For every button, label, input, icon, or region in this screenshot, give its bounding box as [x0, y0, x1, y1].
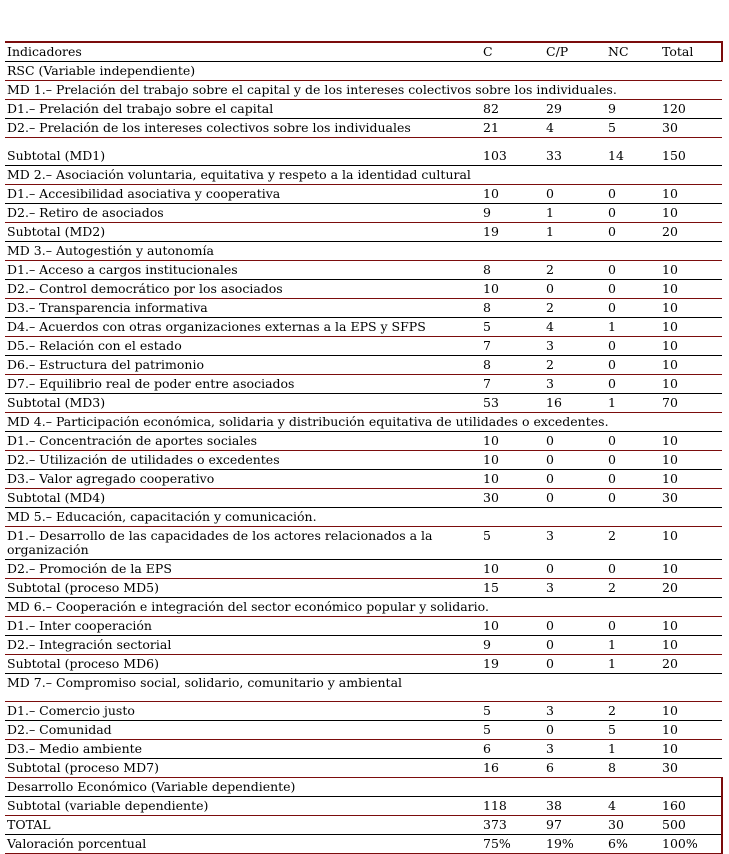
value-cell: 15: [477, 578, 540, 597]
section-row: [5, 508, 722, 527]
table-row: [5, 100, 722, 119]
value-cell: 10: [656, 261, 722, 280]
value-cell: 10: [656, 185, 722, 204]
value-cell: 82: [477, 100, 540, 119]
value-cell: 10: [477, 616, 540, 635]
value-cell: 0: [602, 356, 656, 375]
value-cell: 5: [477, 527, 540, 560]
value-cell: 0: [540, 451, 602, 470]
value-cell: 0: [602, 204, 656, 223]
table-row: [5, 185, 722, 204]
value-cell: 10: [656, 280, 722, 299]
value-cell: 120: [656, 100, 722, 119]
value-cell: 97: [540, 816, 602, 835]
value-cell: 3: [540, 337, 602, 356]
value-cell: 1: [602, 740, 656, 759]
value-cell: 150: [656, 138, 722, 166]
table-body: [5, 62, 722, 854]
value-cell: 9: [602, 100, 656, 119]
column-header-cp: C/P: [540, 42, 602, 62]
indicator-cell: D2.– Control democrático por los asociados: [5, 280, 477, 299]
table-row: [5, 299, 722, 318]
value-cell: 0: [602, 432, 656, 451]
section-row: [5, 597, 722, 616]
value-cell: 160: [656, 797, 722, 816]
table-row: [5, 337, 722, 356]
value-cell: 5: [477, 721, 540, 740]
section-label: MD 1.– Prelación del trabajo sobre el capital y de los intereses colectivos sobre los individuales.: [5, 81, 722, 100]
table-row: [5, 654, 722, 673]
value-cell: 75%: [477, 835, 540, 854]
table-row: [5, 527, 722, 560]
value-cell: 2: [540, 261, 602, 280]
column-header-nc: NC: [602, 42, 656, 62]
value-cell: 6: [477, 740, 540, 759]
section-row: [5, 673, 722, 702]
value-cell: 10: [477, 432, 540, 451]
indicator-cell: D1.– Inter cooperación: [5, 616, 477, 635]
indicator-cell: Subtotal (MD2): [5, 223, 477, 242]
table-row: [5, 740, 722, 759]
indicator-cell: D4.– Acuerdos con otras organizaciones externas a la EPS y SFPS: [5, 318, 477, 337]
value-cell: 8: [602, 759, 656, 778]
indicator-cell: D2.– Prelación de los intereses colectivos sobre los individuales: [5, 119, 477, 138]
value-cell: 0: [602, 559, 656, 578]
value-cell: 1: [602, 654, 656, 673]
value-cell: 0: [602, 451, 656, 470]
value-cell: 6: [540, 759, 602, 778]
value-cell: 20: [656, 223, 722, 242]
value-cell: 33: [540, 138, 602, 166]
value-cell: 19: [477, 223, 540, 242]
value-cell: 2: [540, 356, 602, 375]
column-header-indicadores: Indicadores: [5, 42, 477, 62]
value-cell: 1: [602, 394, 656, 413]
indicator-cell: Subtotal (variable dependiente): [5, 797, 477, 816]
indicator-cell: D1.– Accesibilidad asociativa y cooperativa: [5, 185, 477, 204]
value-cell: 8: [477, 299, 540, 318]
value-cell: 4: [540, 119, 602, 138]
section-label: MD 7.– Compromiso social, solidario, comunitario y ambiental: [5, 673, 722, 702]
value-cell: 0: [602, 261, 656, 280]
value-cell: 2: [602, 702, 656, 721]
section-row: [5, 242, 722, 261]
table-row: [5, 261, 722, 280]
value-cell: 29: [540, 100, 602, 119]
value-cell: 10: [656, 375, 722, 394]
indicator-cell: Subtotal (MD3): [5, 394, 477, 413]
value-cell: 3: [540, 740, 602, 759]
value-cell: 3: [540, 702, 602, 721]
value-cell: 118: [477, 797, 540, 816]
value-cell: 10: [656, 432, 722, 451]
indicator-cell: D1.– Prelación del trabajo sobre el capital: [5, 100, 477, 119]
value-cell: 0: [540, 280, 602, 299]
table-row: [5, 797, 722, 816]
value-cell: 0: [602, 299, 656, 318]
value-cell: 0: [602, 280, 656, 299]
value-cell: 10: [477, 185, 540, 204]
value-cell: 19%: [540, 835, 602, 854]
table-row: [5, 702, 722, 721]
table-row: [5, 816, 722, 835]
table-row: [5, 721, 722, 740]
value-cell: 5: [602, 119, 656, 138]
value-cell: 10: [656, 616, 722, 635]
value-cell: 19: [477, 654, 540, 673]
value-cell: 2: [540, 299, 602, 318]
value-cell: 30: [656, 489, 722, 508]
value-cell: 3: [540, 375, 602, 394]
value-cell: 10: [656, 559, 722, 578]
table-row: [5, 138, 722, 166]
value-cell: 2: [602, 527, 656, 560]
table-row: [5, 394, 722, 413]
value-cell: 8: [477, 356, 540, 375]
value-cell: 1: [540, 223, 602, 242]
value-cell: 0: [540, 489, 602, 508]
indicator-cell: D2.– Comunidad: [5, 721, 477, 740]
indicator-cell: Subtotal (proceso MD5): [5, 578, 477, 597]
table-row: [5, 432, 722, 451]
section-label: RSC (Variable independiente): [5, 62, 722, 81]
indicator-cell: D2.– Integración sectorial: [5, 635, 477, 654]
value-cell: 0: [540, 470, 602, 489]
value-cell: 21: [477, 119, 540, 138]
indicator-cell: D6.– Estructura del patrimonio: [5, 356, 477, 375]
table-row: [5, 559, 722, 578]
value-cell: 4: [540, 318, 602, 337]
section-label: MD 5.– Educación, capacitación y comunicación.: [5, 508, 722, 527]
value-cell: 10: [477, 470, 540, 489]
indicator-cell: Subtotal (MD4): [5, 489, 477, 508]
indicator-cell: Valoración porcentual: [5, 835, 477, 854]
table-row: [5, 318, 722, 337]
indicator-cell: Subtotal (proceso MD7): [5, 759, 477, 778]
value-cell: 10: [656, 337, 722, 356]
value-cell: 20: [656, 654, 722, 673]
section-row: [5, 778, 722, 797]
value-cell: 1: [602, 318, 656, 337]
section-label: MD 3.– Autogestión y autonomía: [5, 242, 722, 261]
indicator-cell: D3.– Valor agregado cooperativo: [5, 470, 477, 489]
value-cell: 373: [477, 816, 540, 835]
indicator-cell: D2.– Retiro de asociados: [5, 204, 477, 223]
value-cell: 53: [477, 394, 540, 413]
table-row: [5, 356, 722, 375]
value-cell: 20: [656, 578, 722, 597]
value-cell: 10: [656, 451, 722, 470]
value-cell: 0: [540, 654, 602, 673]
value-cell: 0: [602, 375, 656, 394]
value-cell: 0: [540, 185, 602, 204]
value-cell: 0: [602, 223, 656, 242]
section-label: MD 4.– Participación económica, solidaria y distribución equitativa de utilidades o excedentes.: [5, 413, 722, 432]
value-cell: 10: [656, 740, 722, 759]
table-row: [5, 835, 722, 854]
value-cell: 10: [477, 280, 540, 299]
value-cell: 10: [656, 527, 722, 560]
value-cell: 9: [477, 635, 540, 654]
value-cell: 6%: [602, 835, 656, 854]
value-cell: 16: [477, 759, 540, 778]
section-label: Desarrollo Económico (Variable dependiente): [5, 778, 722, 797]
value-cell: 0: [602, 337, 656, 356]
value-cell: 7: [477, 337, 540, 356]
section-row: [5, 166, 722, 185]
value-cell: 1: [540, 204, 602, 223]
indicator-cell: D7.– Equilibrio real de poder entre asociados: [5, 375, 477, 394]
value-cell: 0: [540, 721, 602, 740]
value-cell: 10: [656, 356, 722, 375]
indicator-cell: D2.– Utilización de utilidades o excedentes: [5, 451, 477, 470]
indicator-cell: D2.– Promoción de la EPS: [5, 559, 477, 578]
value-cell: 0: [602, 470, 656, 489]
table-row: [5, 204, 722, 223]
column-header-c: C: [477, 42, 540, 62]
value-cell: 30: [656, 119, 722, 138]
table-row: [5, 635, 722, 654]
value-cell: 10: [656, 204, 722, 223]
value-cell: 38: [540, 797, 602, 816]
section-row: [5, 62, 722, 81]
table-row: [5, 489, 722, 508]
value-cell: 103: [477, 138, 540, 166]
value-cell: 500: [656, 816, 722, 835]
value-cell: 7: [477, 375, 540, 394]
table-row: [5, 280, 722, 299]
value-cell: 10: [656, 470, 722, 489]
value-cell: 0: [540, 432, 602, 451]
value-cell: 10: [477, 559, 540, 578]
value-cell: 9: [477, 204, 540, 223]
indicator-cell: D3.– Medio ambiente: [5, 740, 477, 759]
value-cell: 16: [540, 394, 602, 413]
section-label: MD 6.– Cooperación e integración del sector económico popular y solidario.: [5, 597, 722, 616]
section-label: MD 2.– Asociación voluntaria, equitativa y respeto a la identidad cultural: [5, 166, 722, 185]
value-cell: 30: [602, 816, 656, 835]
value-cell: 5: [477, 702, 540, 721]
value-cell: 5: [602, 721, 656, 740]
indicator-cell: D1.– Concentración de aportes sociales: [5, 432, 477, 451]
header-row: [5, 42, 722, 62]
table-row: [5, 451, 722, 470]
table-row: [5, 375, 722, 394]
table-row: [5, 119, 722, 138]
column-header-total: Total: [656, 42, 722, 62]
indicator-cell: D1.– Comercio justo: [5, 702, 477, 721]
indicators-table: [5, 41, 723, 854]
indicator-cell: D3.– Transparencia informativa: [5, 299, 477, 318]
value-cell: 100%: [656, 835, 722, 854]
table-row: [5, 616, 722, 635]
value-cell: 70: [656, 394, 722, 413]
value-cell: 10: [656, 635, 722, 654]
table-row: [5, 223, 722, 242]
table-row: [5, 759, 722, 778]
value-cell: 30: [477, 489, 540, 508]
value-cell: 3: [540, 578, 602, 597]
value-cell: 10: [656, 702, 722, 721]
value-cell: 2: [602, 578, 656, 597]
value-cell: 0: [602, 185, 656, 204]
indicator-cell: D1.– Acceso a cargos institucionales: [5, 261, 477, 280]
value-cell: 4: [602, 797, 656, 816]
indicators-table-container: [5, 41, 722, 854]
value-cell: 0: [540, 635, 602, 654]
value-cell: 10: [656, 721, 722, 740]
value-cell: 0: [540, 616, 602, 635]
value-cell: 3: [540, 527, 602, 560]
indicator-cell: D1.– Desarrollo de las capacidades de los actores relacionados a la organización: [5, 527, 477, 560]
value-cell: 14: [602, 138, 656, 166]
section-row: [5, 81, 722, 100]
value-cell: 8: [477, 261, 540, 280]
value-cell: 10: [656, 299, 722, 318]
value-cell: 10: [656, 318, 722, 337]
value-cell: 10: [477, 451, 540, 470]
indicator-cell: TOTAL: [5, 816, 477, 835]
table-row: [5, 470, 722, 489]
value-cell: 0: [540, 559, 602, 578]
value-cell: 30: [656, 759, 722, 778]
value-cell: 0: [602, 489, 656, 508]
table-row: [5, 578, 722, 597]
indicator-cell: D5.– Relación con el estado: [5, 337, 477, 356]
value-cell: 0: [602, 616, 656, 635]
value-cell: 1: [602, 635, 656, 654]
indicator-cell: Subtotal (MD1): [5, 138, 477, 166]
value-cell: 5: [477, 318, 540, 337]
section-row: [5, 413, 722, 432]
indicator-cell: Subtotal (proceso MD6): [5, 654, 477, 673]
